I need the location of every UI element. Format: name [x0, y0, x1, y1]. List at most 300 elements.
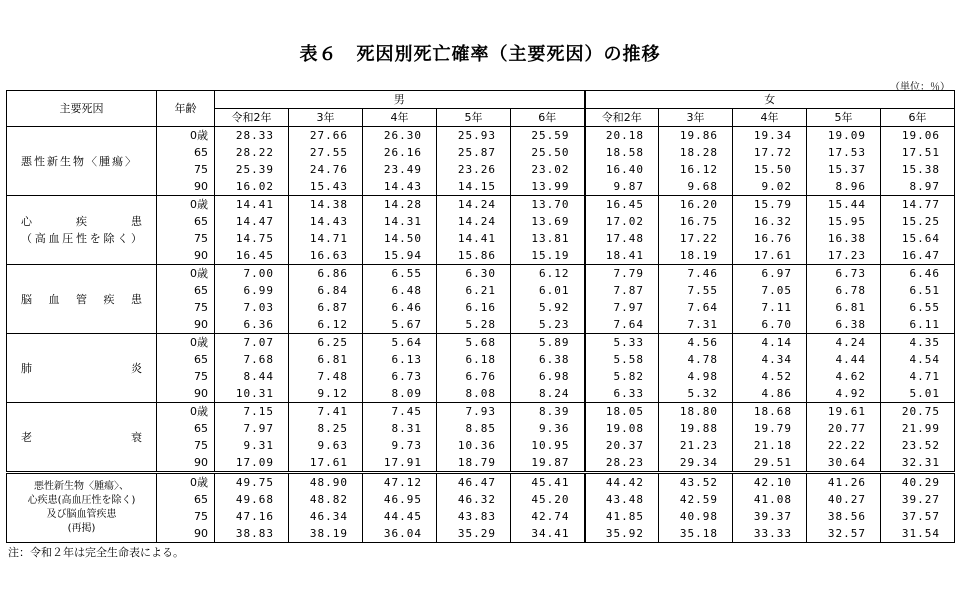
age-cell: 0歳	[157, 334, 215, 352]
male-value-cell: 6.86	[289, 265, 363, 283]
header-year-male-3: 5年	[437, 109, 511, 127]
male-value-cell: 13.81	[511, 230, 585, 247]
male-value-cell: 45.41	[511, 473, 585, 492]
age-cell: 0歳	[157, 473, 215, 492]
female-value-cell: 4.35	[881, 334, 955, 352]
page-title: 表６ 死因別死亡確率（主要死因）の推移	[299, 44, 661, 65]
female-value-cell: 15.50	[733, 161, 807, 178]
female-value-cell: 16.76	[733, 230, 807, 247]
male-value-cell: 14.41	[437, 230, 511, 247]
age-cell: 0歳	[157, 127, 215, 145]
male-value-cell: 6.48	[363, 282, 437, 299]
cause-sublabel: （高血圧性を除く）	[21, 232, 142, 245]
female-value-cell: 17.23	[807, 247, 881, 265]
male-value-cell: 25.50	[511, 144, 585, 161]
male-value-cell: 46.47	[437, 473, 511, 492]
female-value-cell: 41.85	[585, 508, 659, 525]
female-value-cell: 6.70	[733, 316, 807, 334]
female-value-cell: 19.61	[807, 403, 881, 421]
male-value-cell: 43.83	[437, 508, 511, 525]
female-value-cell: 4.52	[733, 368, 807, 385]
male-value-cell: 24.76	[289, 161, 363, 178]
age-cell: 90	[157, 454, 215, 473]
male-value-cell: 14.71	[289, 230, 363, 247]
female-value-cell: 19.79	[733, 420, 807, 437]
male-value-cell: 14.75	[215, 230, 289, 247]
header-year-female-2: 4年	[733, 109, 807, 127]
female-value-cell: 18.68	[733, 403, 807, 421]
male-value-cell: 36.04	[363, 525, 437, 543]
male-value-cell: 8.09	[363, 385, 437, 403]
female-value-cell: 7.64	[659, 299, 733, 316]
female-value-cell: 7.64	[585, 316, 659, 334]
header-female: 女	[585, 91, 955, 109]
male-value-cell: 6.12	[289, 316, 363, 334]
female-value-cell: 17.53	[807, 144, 881, 161]
female-value-cell: 42.10	[733, 473, 807, 492]
female-value-cell: 4.44	[807, 351, 881, 368]
female-value-cell: 17.72	[733, 144, 807, 161]
female-value-cell: 5.58	[585, 351, 659, 368]
male-value-cell: 47.12	[363, 473, 437, 492]
female-value-cell: 35.18	[659, 525, 733, 543]
male-value-cell: 14.50	[363, 230, 437, 247]
female-value-cell: 35.92	[585, 525, 659, 543]
female-value-cell: 9.68	[659, 178, 733, 196]
male-value-cell: 17.91	[363, 454, 437, 473]
female-value-cell: 21.23	[659, 437, 733, 454]
male-value-cell: 16.45	[215, 247, 289, 265]
female-value-cell: 31.54	[881, 525, 955, 543]
male-value-cell: 16.63	[289, 247, 363, 265]
age-cell: 65	[157, 491, 215, 508]
age-cell: 90	[157, 247, 215, 265]
female-value-cell: 19.86	[659, 127, 733, 145]
female-value-cell: 5.01	[881, 385, 955, 403]
female-value-cell: 4.34	[733, 351, 807, 368]
male-value-cell: 8.85	[437, 420, 511, 437]
female-value-cell: 29.51	[733, 454, 807, 473]
female-value-cell: 19.06	[881, 127, 955, 145]
female-value-cell: 40.29	[881, 473, 955, 492]
female-value-cell: 7.05	[733, 282, 807, 299]
male-value-cell: 6.30	[437, 265, 511, 283]
male-value-cell: 25.39	[215, 161, 289, 178]
age-cell: 0歳	[157, 265, 215, 283]
female-value-cell: 40.27	[807, 491, 881, 508]
female-value-cell: 20.18	[585, 127, 659, 145]
female-value-cell: 17.61	[733, 247, 807, 265]
male-value-cell: 6.46	[363, 299, 437, 316]
age-cell: 0歳	[157, 196, 215, 214]
male-value-cell: 26.16	[363, 144, 437, 161]
header-year-male-1: 3年	[289, 109, 363, 127]
female-value-cell: 5.33	[585, 334, 659, 352]
male-value-cell: 8.39	[511, 403, 585, 421]
female-value-cell: 6.11	[881, 316, 955, 334]
male-value-cell: 26.30	[363, 127, 437, 145]
female-value-cell: 4.56	[659, 334, 733, 352]
male-value-cell: 23.02	[511, 161, 585, 178]
male-value-cell: 44.45	[363, 508, 437, 525]
cause-cell	[7, 265, 157, 334]
male-value-cell: 13.99	[511, 178, 585, 196]
male-value-cell: 14.24	[437, 196, 511, 214]
male-value-cell: 7.97	[215, 420, 289, 437]
female-value-cell: 29.34	[659, 454, 733, 473]
female-value-cell: 18.28	[659, 144, 733, 161]
male-value-cell: 46.34	[289, 508, 363, 525]
male-value-cell: 25.59	[511, 127, 585, 145]
male-value-cell: 19.87	[511, 454, 585, 473]
female-value-cell: 41.26	[807, 473, 881, 492]
female-value-cell: 18.19	[659, 247, 733, 265]
female-value-cell: 6.78	[807, 282, 881, 299]
male-value-cell: 8.08	[437, 385, 511, 403]
female-value-cell: 17.02	[585, 213, 659, 230]
cause-cell	[7, 334, 157, 403]
male-value-cell: 10.95	[511, 437, 585, 454]
male-value-cell: 14.41	[215, 196, 289, 214]
male-value-cell: 17.61	[289, 454, 363, 473]
female-value-cell: 4.78	[659, 351, 733, 368]
female-value-cell: 16.32	[733, 213, 807, 230]
age-cell: 90	[157, 385, 215, 403]
female-value-cell: 9.87	[585, 178, 659, 196]
male-value-cell: 10.31	[215, 385, 289, 403]
male-value-cell: 6.38	[511, 351, 585, 368]
age-cell: 65	[157, 351, 215, 368]
male-value-cell: 6.76	[437, 368, 511, 385]
female-value-cell: 9.02	[733, 178, 807, 196]
male-value-cell: 5.28	[437, 316, 511, 334]
male-value-cell: 6.84	[289, 282, 363, 299]
male-value-cell: 5.23	[511, 316, 585, 334]
male-value-cell: 47.16	[215, 508, 289, 525]
male-value-cell: 34.41	[511, 525, 585, 543]
female-value-cell: 18.58	[585, 144, 659, 161]
female-value-cell: 32.31	[881, 454, 955, 473]
male-value-cell: 5.92	[511, 299, 585, 316]
female-value-cell: 4.71	[881, 368, 955, 385]
male-value-cell: 14.43	[363, 178, 437, 196]
male-value-cell: 7.00	[215, 265, 289, 283]
age-cell: 75	[157, 508, 215, 525]
male-value-cell: 14.47	[215, 213, 289, 230]
cause-line: 心疾患(高血圧性を除く)	[27, 495, 136, 506]
female-value-cell: 7.87	[585, 282, 659, 299]
male-value-cell: 9.73	[363, 437, 437, 454]
male-value-cell: 5.64	[363, 334, 437, 352]
male-value-cell: 8.24	[511, 385, 585, 403]
male-value-cell: 5.68	[437, 334, 511, 352]
female-value-cell: 16.20	[659, 196, 733, 214]
cause-label: 悪性新生物〈腫瘍〉、	[34, 481, 129, 492]
female-value-cell: 42.59	[659, 491, 733, 508]
header-year-female-3: 5年	[807, 109, 881, 127]
male-value-cell: 28.22	[215, 144, 289, 161]
male-value-cell: 17.09	[215, 454, 289, 473]
male-value-cell: 16.02	[215, 178, 289, 196]
female-value-cell: 37.57	[881, 508, 955, 525]
table-row	[7, 265, 955, 283]
female-value-cell: 15.37	[807, 161, 881, 178]
female-value-cell: 16.40	[585, 161, 659, 178]
female-value-cell: 19.09	[807, 127, 881, 145]
female-value-cell: 20.37	[585, 437, 659, 454]
header-year-female-0: 令和2年	[585, 109, 659, 127]
male-value-cell: 7.41	[289, 403, 363, 421]
male-value-cell: 49.75	[215, 473, 289, 492]
male-value-cell: 27.55	[289, 144, 363, 161]
male-value-cell: 18.79	[437, 454, 511, 473]
female-value-cell: 8.96	[807, 178, 881, 196]
male-value-cell: 23.26	[437, 161, 511, 178]
female-value-cell: 43.52	[659, 473, 733, 492]
female-value-cell: 4.92	[807, 385, 881, 403]
unit-label: （単位：％）	[890, 82, 950, 93]
male-value-cell: 7.03	[215, 299, 289, 316]
age-cell: 75	[157, 437, 215, 454]
female-value-cell: 8.97	[881, 178, 955, 196]
header-year-male-0: 令和2年	[215, 109, 289, 127]
female-value-cell: 7.31	[659, 316, 733, 334]
male-value-cell: 8.31	[363, 420, 437, 437]
female-value-cell: 19.08	[585, 420, 659, 437]
male-value-cell: 45.20	[511, 491, 585, 508]
female-value-cell: 39.27	[881, 491, 955, 508]
male-value-cell: 6.21	[437, 282, 511, 299]
female-value-cell: 30.64	[807, 454, 881, 473]
female-value-cell: 17.51	[881, 144, 955, 161]
cause-label: 老衰	[21, 430, 142, 444]
cause-cell	[7, 127, 157, 196]
age-cell: 75	[157, 368, 215, 385]
male-value-cell: 7.15	[215, 403, 289, 421]
female-value-cell: 15.64	[881, 230, 955, 247]
female-value-cell: 4.98	[659, 368, 733, 385]
female-value-cell: 4.86	[733, 385, 807, 403]
female-value-cell: 18.80	[659, 403, 733, 421]
header-year-male-2: 4年	[363, 109, 437, 127]
female-value-cell: 4.54	[881, 351, 955, 368]
male-value-cell: 6.16	[437, 299, 511, 316]
male-value-cell: 38.19	[289, 525, 363, 543]
male-value-cell: 42.74	[511, 508, 585, 525]
male-value-cell: 49.68	[215, 491, 289, 508]
male-value-cell: 14.43	[289, 213, 363, 230]
male-value-cell: 6.81	[289, 351, 363, 368]
female-value-cell: 40.98	[659, 508, 733, 525]
female-value-cell: 6.38	[807, 316, 881, 334]
male-value-cell: 23.49	[363, 161, 437, 178]
female-value-cell: 6.51	[881, 282, 955, 299]
header-cause: 主要死因	[7, 91, 157, 127]
female-value-cell: 18.41	[585, 247, 659, 265]
cause-line: 及び脳血管疾患	[46, 509, 117, 520]
male-value-cell: 9.31	[215, 437, 289, 454]
female-value-cell: 32.57	[807, 525, 881, 543]
male-value-cell: 7.93	[437, 403, 511, 421]
male-value-cell: 28.33	[215, 127, 289, 145]
female-value-cell: 39.37	[733, 508, 807, 525]
female-value-cell: 18.05	[585, 403, 659, 421]
age-cell: 65	[157, 420, 215, 437]
female-value-cell: 28.23	[585, 454, 659, 473]
male-value-cell: 10.36	[437, 437, 511, 454]
female-value-cell: 4.62	[807, 368, 881, 385]
female-value-cell: 44.42	[585, 473, 659, 492]
female-value-cell: 4.24	[807, 334, 881, 352]
age-cell: 65	[157, 144, 215, 161]
cause-label: 心疾患	[21, 215, 142, 228]
male-value-cell: 6.12	[511, 265, 585, 283]
age-cell: 65	[157, 282, 215, 299]
female-value-cell: 15.79	[733, 196, 807, 214]
age-cell: 75	[157, 299, 215, 316]
male-value-cell: 6.36	[215, 316, 289, 334]
male-value-cell: 14.15	[437, 178, 511, 196]
footnote: 注：令和２年は完全生命表による。	[8, 546, 184, 559]
age-cell: 0歳	[157, 403, 215, 421]
age-cell: 65	[157, 213, 215, 230]
male-value-cell: 8.44	[215, 368, 289, 385]
female-value-cell: 7.55	[659, 282, 733, 299]
male-value-cell: 7.07	[215, 334, 289, 352]
female-value-cell: 16.38	[807, 230, 881, 247]
female-value-cell: 17.48	[585, 230, 659, 247]
header-year-female-4: 6年	[881, 109, 955, 127]
female-value-cell: 6.81	[807, 299, 881, 316]
female-value-cell: 6.55	[881, 299, 955, 316]
male-value-cell: 15.43	[289, 178, 363, 196]
female-value-cell: 16.12	[659, 161, 733, 178]
female-value-cell: 7.46	[659, 265, 733, 283]
male-value-cell: 6.18	[437, 351, 511, 368]
female-value-cell: 7.79	[585, 265, 659, 283]
male-value-cell: 27.66	[289, 127, 363, 145]
female-value-cell: 15.25	[881, 213, 955, 230]
cause-cell	[7, 403, 157, 473]
male-value-cell: 6.98	[511, 368, 585, 385]
cause-label: 脳血管疾患	[21, 292, 142, 306]
female-value-cell: 17.22	[659, 230, 733, 247]
female-value-cell: 5.32	[659, 385, 733, 403]
cause-label: 悪性新生物〈腫瘍〉	[21, 154, 138, 168]
male-value-cell: 9.36	[511, 420, 585, 437]
age-cell: 90	[157, 525, 215, 543]
cause-line: (再掲)	[67, 523, 96, 534]
female-value-cell: 6.46	[881, 265, 955, 283]
header-year-male-4: 6年	[511, 109, 585, 127]
male-value-cell: 6.73	[363, 368, 437, 385]
table-row	[7, 473, 955, 492]
male-value-cell: 38.83	[215, 525, 289, 543]
female-value-cell: 15.44	[807, 196, 881, 214]
male-value-cell: 48.90	[289, 473, 363, 492]
female-value-cell: 16.47	[881, 247, 955, 265]
cause-label: 肺炎	[21, 361, 142, 375]
female-value-cell: 6.33	[585, 385, 659, 403]
age-cell: 75	[157, 161, 215, 178]
female-value-cell: 20.77	[807, 420, 881, 437]
female-value-cell: 20.75	[881, 403, 955, 421]
age-cell: 90	[157, 178, 215, 196]
female-value-cell: 21.99	[881, 420, 955, 437]
female-value-cell: 33.33	[733, 525, 807, 543]
male-value-cell: 46.32	[437, 491, 511, 508]
male-value-cell: 8.25	[289, 420, 363, 437]
male-value-cell: 6.01	[511, 282, 585, 299]
female-value-cell: 23.52	[881, 437, 955, 454]
female-value-cell: 14.77	[881, 196, 955, 214]
female-value-cell: 43.48	[585, 491, 659, 508]
female-value-cell: 41.08	[733, 491, 807, 508]
female-value-cell: 16.75	[659, 213, 733, 230]
male-value-cell: 25.87	[437, 144, 511, 161]
male-value-cell: 6.25	[289, 334, 363, 352]
female-value-cell: 19.34	[733, 127, 807, 145]
header-year-female-1: 3年	[659, 109, 733, 127]
male-value-cell: 46.95	[363, 491, 437, 508]
header-male: 男	[215, 91, 585, 109]
male-value-cell: 15.94	[363, 247, 437, 265]
female-value-cell: 19.88	[659, 420, 733, 437]
female-value-cell: 6.97	[733, 265, 807, 283]
male-value-cell: 14.24	[437, 213, 511, 230]
mortality-table	[6, 90, 955, 543]
male-value-cell: 14.38	[289, 196, 363, 214]
male-value-cell: 14.31	[363, 213, 437, 230]
table-row	[7, 334, 955, 352]
male-value-cell: 7.48	[289, 368, 363, 385]
male-value-cell: 5.67	[363, 316, 437, 334]
male-value-cell: 9.12	[289, 385, 363, 403]
male-value-cell: 7.45	[363, 403, 437, 421]
male-value-cell: 5.89	[511, 334, 585, 352]
male-value-cell: 6.13	[363, 351, 437, 368]
female-value-cell: 21.18	[733, 437, 807, 454]
male-value-cell: 6.55	[363, 265, 437, 283]
female-value-cell: 6.73	[807, 265, 881, 283]
male-value-cell: 9.63	[289, 437, 363, 454]
female-value-cell: 4.14	[733, 334, 807, 352]
table-row	[7, 196, 955, 214]
female-value-cell: 7.11	[733, 299, 807, 316]
age-cell: 75	[157, 230, 215, 247]
male-value-cell: 14.28	[363, 196, 437, 214]
age-cell: 90	[157, 316, 215, 334]
male-value-cell: 13.69	[511, 213, 585, 230]
male-value-cell: 6.87	[289, 299, 363, 316]
male-value-cell: 25.93	[437, 127, 511, 145]
male-value-cell: 6.99	[215, 282, 289, 299]
female-value-cell: 7.97	[585, 299, 659, 316]
header-age: 年齢	[157, 91, 215, 127]
male-value-cell: 15.19	[511, 247, 585, 265]
cause-cell	[7, 196, 157, 265]
male-value-cell: 7.68	[215, 351, 289, 368]
male-value-cell: 48.82	[289, 491, 363, 508]
female-value-cell: 5.82	[585, 368, 659, 385]
male-value-cell: 15.86	[437, 247, 511, 265]
table-row	[7, 403, 955, 421]
female-value-cell: 15.38	[881, 161, 955, 178]
male-value-cell: 35.29	[437, 525, 511, 543]
male-value-cell: 13.70	[511, 196, 585, 214]
female-value-cell: 22.22	[807, 437, 881, 454]
table-row	[7, 127, 955, 145]
